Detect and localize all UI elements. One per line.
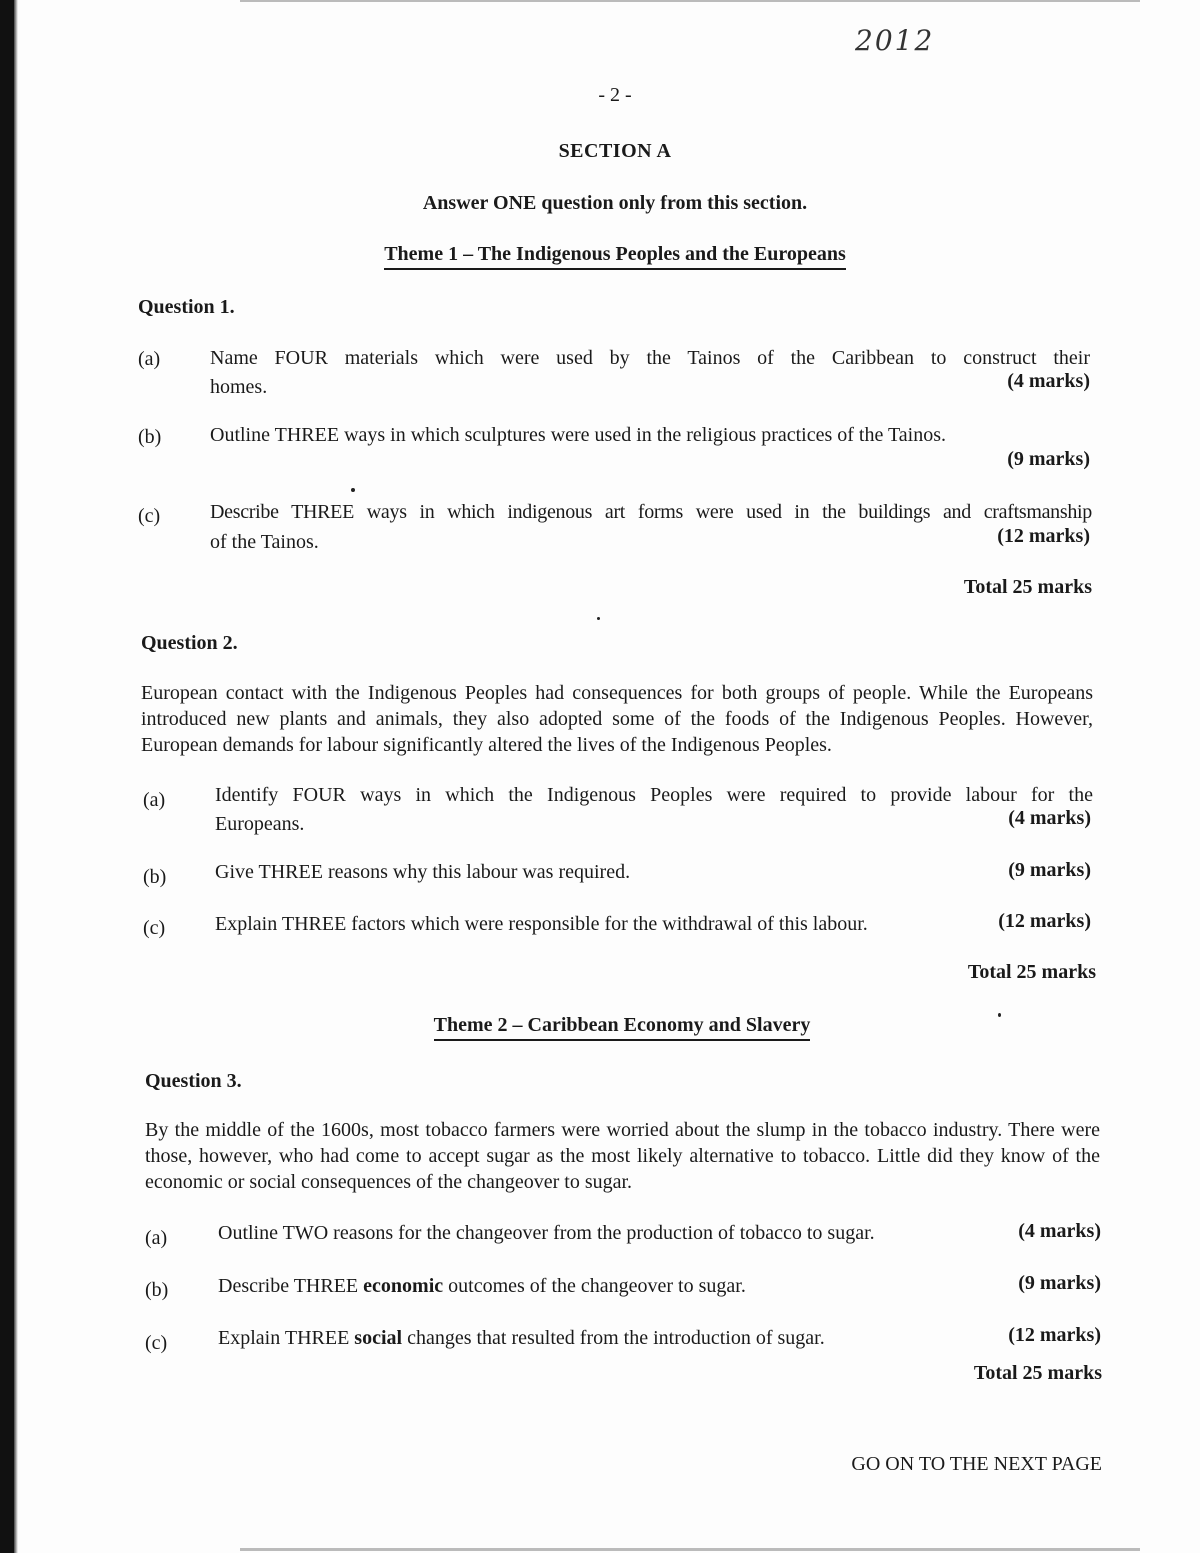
q2-intro: European contact with the Indigenous Peoples had consequences for both groups of people. While the Europeans introduced new plants and animals, they also adopted some of the foods of the Indigenous Peoples. However, European demands for labour significantly altered the lives of the Indigenous Peoples. — [141, 682, 1093, 756]
q1-a-line2: homes. — [210, 376, 268, 398]
q1-c-marks: (12 marks) — [997, 525, 1090, 547]
theme-1-title-text: Theme 1 – The Indigenous Peoples and the Europeans — [384, 243, 846, 270]
q2-total: Total 25 marks — [967, 961, 1096, 983]
q1-b-marks: (9 marks) — [1007, 448, 1090, 470]
scan-top-rule — [240, 0, 1140, 2]
q3-c-post: changes that resulted from the introduction of sugar. — [402, 1327, 825, 1349]
q2-b-line1: Give THREE reasons why this labour was required. — [215, 861, 631, 883]
scan-speck — [597, 617, 600, 620]
q2-b-marks: (9 marks) — [1008, 859, 1091, 881]
q1-c-line2: of the Tainos. — [210, 531, 319, 553]
q1-a-line1: Name FOUR materials which were used by the Tainos of the Caribbean to construct their — [210, 347, 1090, 369]
section-instruction: Answer ONE question only from this section. — [422, 192, 808, 214]
q3-b-marks: (9 marks) — [1018, 1272, 1101, 1294]
scan-edge-shadow — [14, 0, 18, 1553]
q2-a-line1: Identify FOUR ways in which the Indigenous Peoples were required to provide labour for the — [215, 784, 1093, 806]
q3-b-emphasis: economic — [363, 1275, 444, 1297]
q3-a-letter: (a) — [145, 1227, 168, 1249]
q3-c-line1 — [218, 1325, 825, 1352]
scan-speck — [998, 1013, 1001, 1017]
theme-1-title — [0, 243, 1200, 266]
q2-a-line2: Europeans. — [215, 813, 305, 835]
question-3-heading: Question 3. — [145, 1070, 242, 1092]
q2-a-letter: (a) — [143, 789, 166, 811]
q2-c-line1: Explain THREE factors which were responsible for the withdrawal of this labour. — [215, 913, 868, 935]
q3-b-post: outcomes of the changeover to sugar. — [443, 1275, 746, 1297]
scan-speck — [351, 488, 355, 492]
theme-2-title-text: Theme 2 – Caribbean Economy and Slavery — [434, 1014, 811, 1041]
q3-intro: By the middle of the 1600s, most tobacco farmers were worried about the slump in the tobacco industry. There were those, however, who had come to accept sugar as the most likely alternative to tobacco. Little did they know of the economic or social consequences of the changeover to sugar. — [145, 1119, 1100, 1193]
q2-a-marks: (4 marks) — [1008, 807, 1091, 829]
q1-c-letter: (c) — [138, 505, 161, 527]
handwritten-year: 2012 — [855, 24, 935, 57]
q3-c-letter: (c) — [145, 1332, 168, 1354]
q3-c-marks: (12 marks) — [1008, 1324, 1101, 1346]
q2-b-letter: (b) — [143, 866, 167, 888]
theme-2-title — [0, 1014, 1200, 1037]
page-footer: GO ON TO THE NEXT PAGE — [851, 1453, 1102, 1475]
q2-c-letter: (c) — [143, 917, 166, 939]
question-1-heading: Question 1. — [138, 296, 235, 318]
q3-a-marks: (4 marks) — [1018, 1220, 1101, 1242]
q1-a-letter: (a) — [138, 348, 161, 370]
q3-c-pre: Explain THREE — [218, 1327, 355, 1349]
section-title: SECTION A — [558, 140, 672, 162]
q1-c-line1: Describe THREE ways in which indigenous art forms were used in the buildings and craftsmanship — [210, 501, 1092, 523]
q1-a-marks: (4 marks) — [1007, 370, 1090, 392]
q3-b-line1 — [218, 1273, 746, 1300]
q1-b-line1: Outline THREE ways in which sculptures were used in the religious practices of the Tainos. — [210, 424, 947, 446]
q3-a-line1: Outline TWO reasons for the changeover from the production of tobacco to sugar. — [218, 1222, 875, 1244]
q1-b-letter: (b) — [138, 426, 162, 448]
q3-total: Total 25 marks — [973, 1362, 1102, 1384]
scan-edge — [0, 0, 14, 1553]
q2-c-marks: (12 marks) — [998, 910, 1091, 932]
q3-b-letter: (b) — [145, 1279, 169, 1301]
scan-bottom-rule — [240, 1548, 1140, 1551]
question-2-heading: Question 2. — [141, 632, 238, 654]
q1-total: Total 25 marks — [963, 576, 1092, 598]
q3-c-emphasis: social — [354, 1327, 403, 1349]
q3-b-pre: Describe THREE — [218, 1275, 364, 1297]
page-number: - 2 - — [598, 84, 632, 106]
